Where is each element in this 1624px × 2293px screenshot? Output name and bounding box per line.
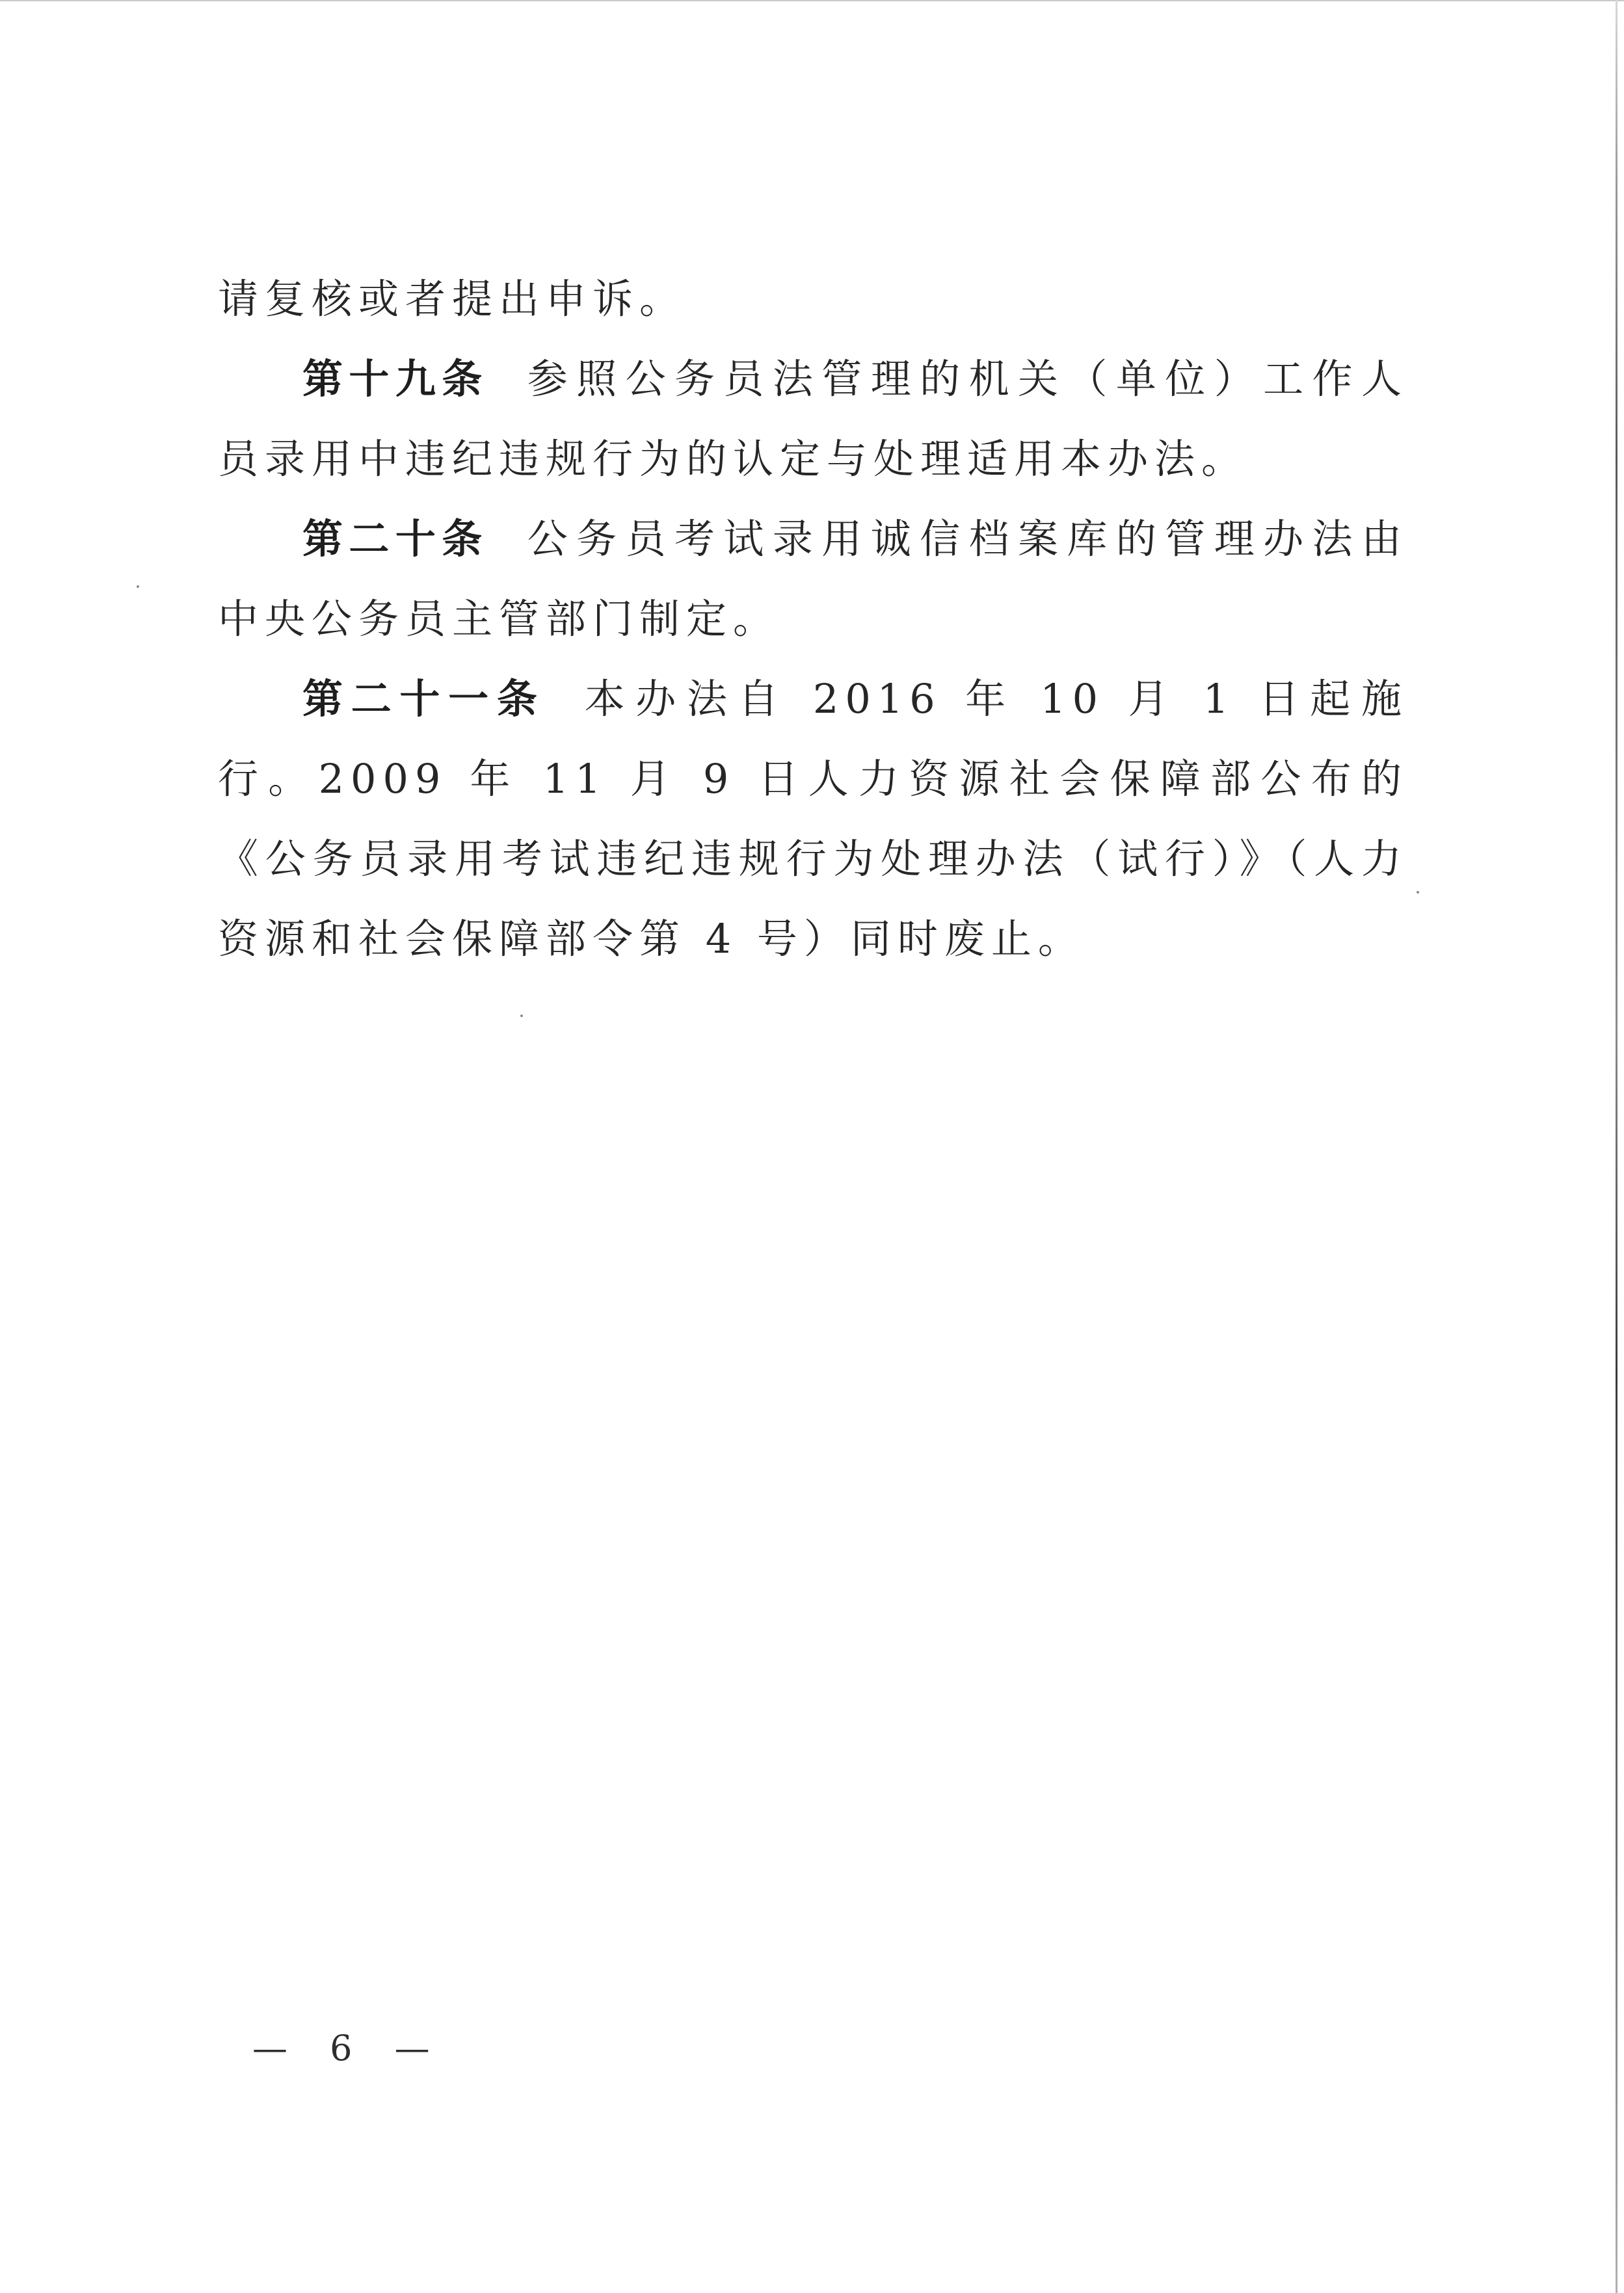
- paragraph-text: 公务员考试录用诚信档案库的管理办法由中央公务员主管部门制定。: [218, 515, 1408, 643]
- article-20: [218, 499, 1408, 659]
- scan-edge-right: [1616, 0, 1617, 2293]
- paragraph-text: 本办法自 2016 年 10 月 1 日起施行。2009 年 11 月 9 日人力资源社会保障部公布的《公务员录用考试违纪违规行为处理办法（试行）》（人力资源和社会保障部令第 4 号）同时废止。: [218, 675, 1408, 962]
- scan-speck: [137, 585, 139, 588]
- article-21: [218, 659, 1408, 979]
- paragraph-continuation: [218, 259, 1408, 339]
- paragraph-text: 参照公务员法管理的机关（单位）工作人员录用中违纪违规行为的认定与处理适用本办法。: [218, 355, 1408, 483]
- paragraph-text: 请复核或者提出申诉。: [218, 275, 687, 323]
- page-number: — 6 —: [252, 2028, 446, 2069]
- scan-speck: [1417, 891, 1419, 894]
- scan-speck: [520, 1014, 523, 1017]
- scan-edge-top: [0, 0, 1624, 1]
- article-number: 第十九条: [302, 355, 488, 403]
- article-number: 第二十条: [302, 515, 488, 563]
- article-19: [218, 339, 1408, 499]
- article-number: 第二十一条: [302, 675, 546, 722]
- document-body: [218, 259, 1408, 979]
